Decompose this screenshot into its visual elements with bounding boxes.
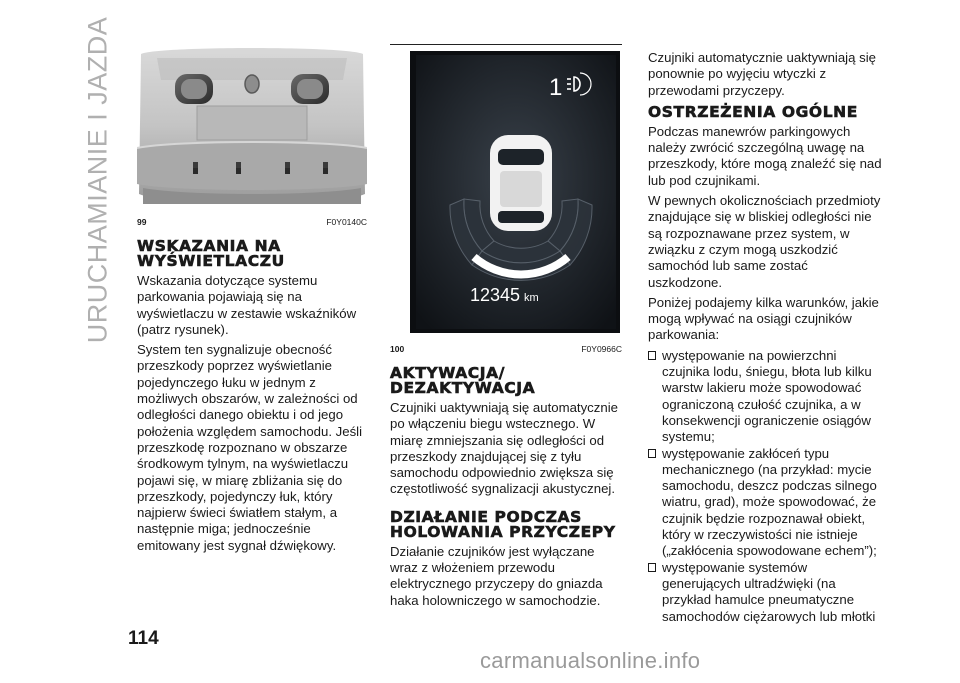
car-top-view-icon (490, 135, 552, 231)
section-heading-warnings: OSTRZEŻENIA OGÓLNE (648, 102, 858, 121)
figure-100-caption (390, 344, 622, 354)
figure-99-caption (137, 217, 367, 227)
section-side-tab (78, 16, 118, 344)
top-rule (390, 44, 622, 45)
figure-number: 99 (137, 217, 147, 227)
checkbox-bullet-icon (648, 563, 656, 572)
column-3 (648, 50, 883, 625)
paragraph: Wskazania dotyczące systemu parkowania pojawiają się na wyświetlaczu w zestawie wskaźników (patrz rysunek). (137, 273, 357, 337)
list-item: występowanie zakłóceń typu mechanicznego (na przykład: mycie samochodu, deszcz podczas silnego wiatru, grad), może spowodować, że czujnik będzie rozpoznawał obiekt, który w rzeczywistości nie istnieje („zakłócenia spowodowane echem”); (648, 446, 883, 560)
list-item: występowanie na powierzchni czujnika lodu, śniegu, błota lub kilku warstw lakieru może spowodować ograniczoną czułość czujnika, a w konsekwencji ograniczenie osiągów systemu; (648, 348, 883, 446)
conditions-list (648, 348, 883, 625)
section-title: URUCHAMIANIE I JAZDA (82, 16, 113, 344)
brand-badge (245, 75, 259, 93)
section-heading-display: WSKAZANIA NA WYŚWIETLACZU (137, 237, 285, 270)
instrument-cluster-display (390, 51, 622, 341)
paragraph: Podczas manewrów parkingowych należy zwrócić szczególną uwagę na przeszkody, które mogą znaleźć się nad lub pod czujnikami. (648, 123, 882, 188)
rear-bumper-sensors-image (137, 44, 367, 209)
paragraph: Poniżej podajemy kilka warunków, jakie mogą wpływać na osiągi czujników parkowania: (648, 294, 879, 343)
paragraph: Działanie czujników jest wyłączane wraz z włożeniem przewodu elektrycznego przyczepy do gniazda haka holowniczego w samochodzie. (390, 543, 603, 608)
figure-100 (390, 51, 622, 354)
section-heading-activation: AKTYWACJA/ DEZAKTYWACJA (390, 364, 536, 397)
odometer-value: 12345 (470, 285, 521, 305)
list-item: występowanie systemów generujących ultradźwięki (na przykład hamulce pneumatyczne samochodów ciężarowych lub młotki (648, 560, 883, 625)
page-number: 114 (128, 628, 159, 649)
watermark: carmanualsonline.info (480, 648, 701, 673)
paragraph: W pewnych okolicznościach przedmioty znajdujące się w bliskiej odległości nie są rozpoznawane przez system, w związku z czym mogą uszkodzić samochód lub same zostać uszkodzone. (648, 193, 881, 290)
section-heading-trailer: DZIAŁANIE PODCZAS HOLOWANIA PRZYCZEPY (390, 507, 616, 541)
column-2 (390, 44, 622, 613)
figure-number: 100 (390, 344, 405, 354)
paragraph: System ten sygnalizuje obecność przeszkody poprzez wyświetlanie pojedynczego łuku w jednym z możliwych obszarów, w zależności od odległości danego obiektu i od jego położenia względem samochodu. Jeśli przeszkodę rozpoznano w obszarze środkowym tylnym, na wyświetlaczu pojawi się, w miarę zbliżania się do przeszkody, pojedynczy łuk, który najpierw świeci światłem stałym, a następnie miga; jednocześnie emitowany jest sygnał dźwiękowy. (137, 342, 363, 553)
figure-code: F0Y0140C (326, 217, 367, 227)
figure-99 (137, 44, 367, 227)
odometer-unit: km (524, 292, 539, 304)
figure-code: F0Y0966C (581, 344, 622, 354)
paragraph: Czujniki uaktywniają się automatycznie po włączeniu biegu wstecznego. W miarę zmniejszania się odległości od przeszkody znajdującej się z tyłu samochodu odpowiednio zwiększa się częstotliwość sygnalizacji akustycznej. (390, 400, 618, 497)
checkbox-bullet-icon (648, 449, 656, 458)
paragraph: Czujniki automatycznie uaktywniają się ponownie po wyjęciu wtyczki z przewodami przyczepy. (648, 50, 876, 98)
column-1 (137, 44, 367, 558)
gear-indicator: 1 (549, 74, 563, 101)
checkbox-bullet-icon (648, 351, 656, 360)
